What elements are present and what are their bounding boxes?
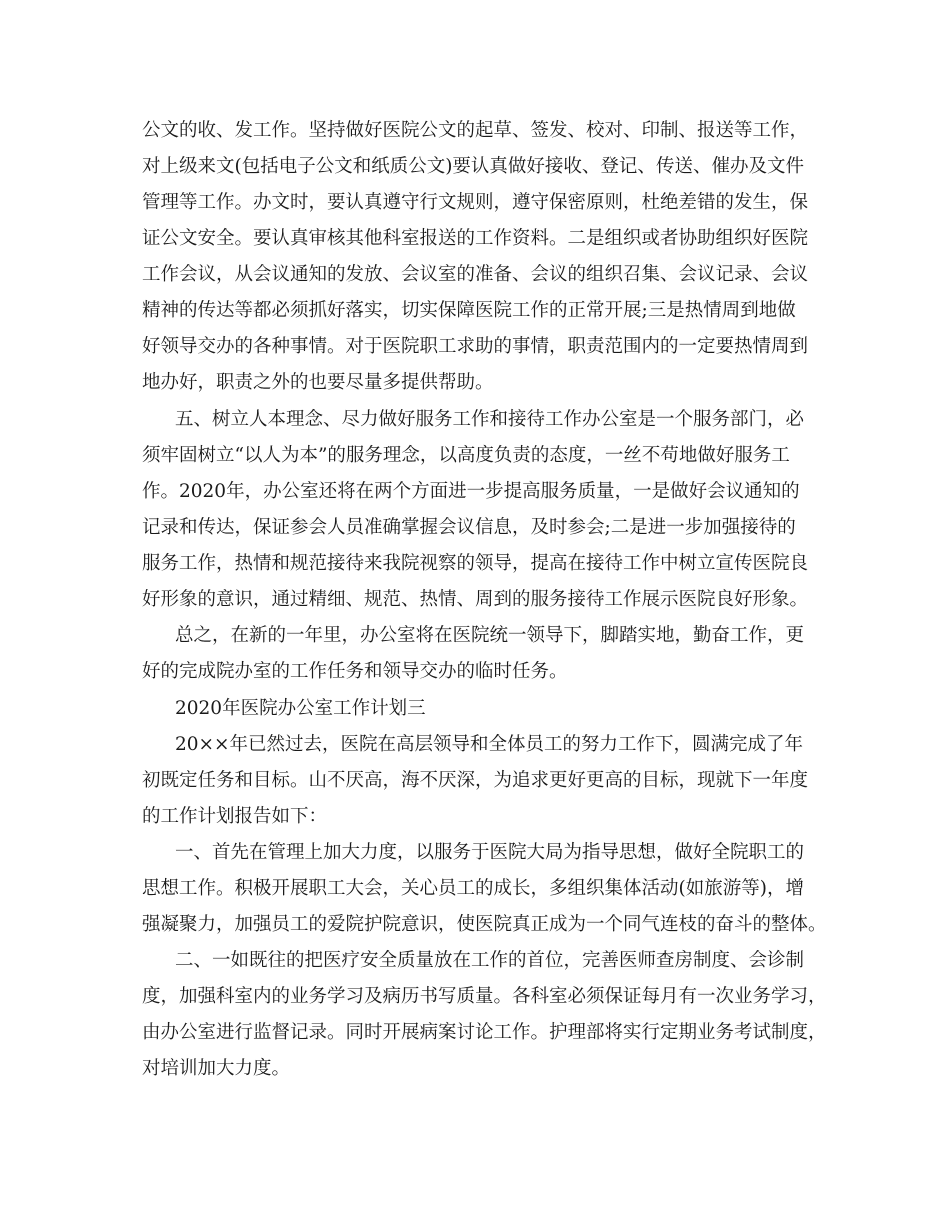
text-line: 好的完成院办室的工作任务和领导交办的临时任务。 <box>142 661 568 682</box>
paragraph-start-line: 二、一如既往的把医疗安全质量放在工作的首位，完善医师查房制度、会诊制 <box>175 950 805 971</box>
paragraph-start-line: 20××年已然过去，医院在高层领导和全体员工的努力工作下，圆满完成了年 <box>175 734 804 755</box>
text-line: 服务工作，热情和规范接待来我院视察的领导，提高在接待工作中树立宣传医院良 <box>142 553 809 574</box>
text-line: 工作会议，从会议通知的发放、会议室的准备、会议的组织召集、会议记录、会议 <box>142 264 809 285</box>
text-line: 初既定任务和目标。山不厌高，海不厌深，为追求更好更高的目标，现就下一年度 <box>142 770 809 791</box>
text-line: 对培训加大力度。 <box>142 1058 291 1079</box>
paragraph-start-line: 一、首先在管理上加大力度，以服务于医院大局为指导思想，做好全院职工的 <box>175 842 805 863</box>
text-line: 思想工作。积极开展职工大会，关心员工的成长，多组织集体活动(如旅游等)，增 <box>142 878 804 899</box>
text-line: 的工作计划报告如下： <box>142 806 328 827</box>
text-line: 强凝聚力，加强员工的爱院护院意识，使医院真正成为一个同气连枝的奋斗的整体。 <box>142 914 827 935</box>
text-line: 管理等工作。办文时，要认真遵守行文规则，遵守保密原则，杜绝差错的发生，保 <box>142 192 809 213</box>
text-line: 好领导交办的各种事情。对于医院职工求助的事情，职责范围内的一定要热情周到 <box>142 336 809 357</box>
text-line: 度，加强科室内的业务学习及病历书写质量。各科室必须保证每月有一次业务学习， <box>142 986 827 1007</box>
section-heading: 2020年医院办公室工作计划三 <box>175 698 426 719</box>
text-line: 精神的传达等都必须抓好落实，切实保障医院工作的正常开展;三是热情周到地做 <box>142 300 796 321</box>
text-line: 公文的收、发工作。坚持做好医院公文的起草、签发、校对、印制、报送等工作， <box>142 120 809 141</box>
text-line: 对上级来文(包括电子公文和纸质公文)要认真做好接收、登记、传送、催办及文件 <box>142 156 804 177</box>
text-line: 须牢固树立“以人为本”的服务理念，以高度负责的态度，一丝不苟地做好服务工 <box>142 445 790 466</box>
text-line: 记录和传达，保证参会人员准确掌握会议信息，及时参会;二是进一步加强接待的 <box>142 517 796 538</box>
paragraph-start-line: 五、树立人本理念、尽力做好服务工作和接待工作办公室是一个服务部门，必 <box>175 409 805 430</box>
text-line: 由办公室进行监督记录。同时开展病案讨论工作。护理部将实行定期业务考试制度， <box>142 1022 827 1043</box>
text-line: 地办好，职责之外的也要尽量多提供帮助。 <box>142 372 494 393</box>
text-line: 好形象的意识，通过精细、规范、热情、周到的服务接待工作展示医院良好形象。 <box>142 589 809 610</box>
text-line: 作。2020年，办公室还将在两个方面进一步提高服务质量，一是做好会议通知的 <box>142 481 800 502</box>
text-line: 证公文安全。要认真审核其他科室报送的工作资料。二是组织或者协助组织好医院 <box>142 228 809 249</box>
paragraph-start-line: 总之，在新的一年里，办公室将在医院统一领导下，脚踏实地，勤奋工作，更 <box>175 625 805 646</box>
